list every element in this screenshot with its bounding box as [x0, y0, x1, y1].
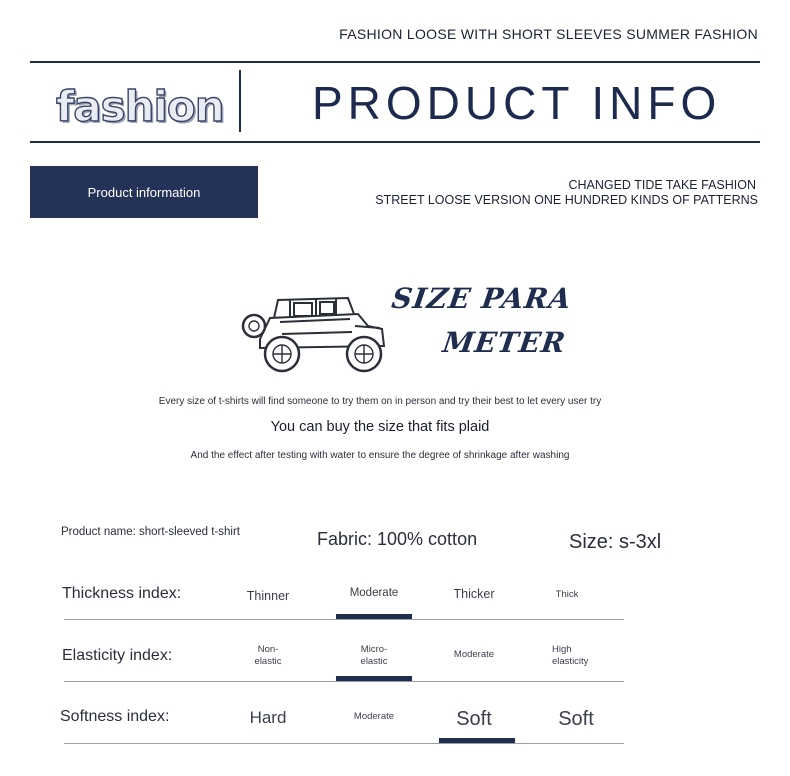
thickness-option-thick: Thick: [555, 589, 579, 600]
product-information-label: Product information: [87, 184, 201, 200]
thickness-option-moderate: Moderate: [349, 587, 399, 599]
page-title: PRODUCT INFO: [312, 77, 722, 129]
size-description-1: Every size of t-shirts will find someone to try them on in person and try their best to let every user try: [158, 396, 602, 407]
elasticity-option-high-elasticity: High elasticity: [552, 644, 589, 667]
thickness-row-line: [64, 619, 624, 620]
softness-option-hard: Hard: [249, 708, 287, 727]
thickness-index-label: Thickness index:: [62, 585, 182, 602]
thickness-option-thinner: Thinner: [246, 589, 290, 603]
spec-fabric: Fabric: 100% cotton: [317, 529, 478, 549]
spec-size: Size: s-3xl: [569, 531, 662, 553]
softness-row-line: [64, 743, 624, 744]
header-caption: FASHION LOOSE WITH SHORT SLEEVES SUMMER FASHION: [339, 26, 758, 42]
softness-option-soft-2: Soft: [558, 708, 594, 730]
size-description-2: You can buy the size that fits plaid: [270, 419, 490, 435]
spec-product-name: Product name: short-sleeved t-shirt: [61, 526, 240, 538]
header-top-rule: [30, 61, 760, 63]
product-information-banner: [30, 166, 258, 218]
softness-option-soft: Soft: [456, 708, 492, 730]
size-parameter-title-1: SIZE PARA: [389, 282, 574, 315]
slogan-line-1: CHANGED TIDE TAKE FASHION: [568, 178, 756, 192]
softness-index-label: Softness index:: [60, 708, 170, 725]
size-parameter-title-2: METER: [440, 326, 569, 359]
thickness-option-thicker: Thicker: [453, 587, 495, 601]
jeep-illustration: [240, 284, 390, 376]
elasticity-option-non-elastic: Non-elastic: [254, 644, 282, 667]
elasticity-index-label: Elasticity index:: [62, 647, 173, 664]
softness-option-moderate: Moderate: [353, 711, 395, 722]
elasticity-option-micro-elastic: Micro-elastic: [360, 644, 388, 667]
header-bottom-rule: [30, 141, 760, 143]
size-description-3: And the effect after testing with water to ensure the degree of shrinkage after washing: [190, 450, 570, 461]
elasticity-row-line: [64, 681, 624, 682]
elasticity-option-moderate: Moderate: [453, 649, 495, 660]
header-divider: [239, 70, 241, 132]
fashion-logo: fashion: [56, 82, 224, 131]
slogan-line-2: STREET LOOSE VERSION ONE HUNDRED KINDS OF PATTERNS: [375, 193, 758, 207]
